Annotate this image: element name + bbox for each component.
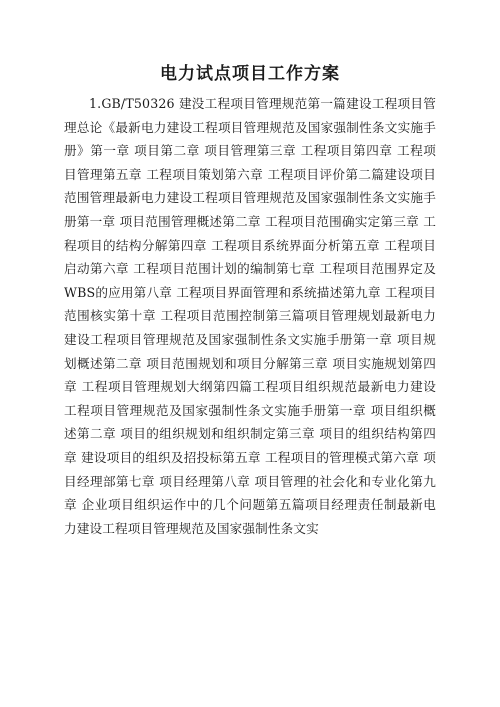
document-body-paragraph: 1.GB/T50326 建没工程项目管理规范第一篇建设工程项目管理总论《最新电力建设工程项目管理规范及国家强制性条文实施手册》第一章 项目第二章 项目管理第三章 工程项目第四章 工程项目管理第五章 工程项目策划第六章 工程项目评价第二篇建设项目范围管理最新电力建设工程项目管理规范及国家强制性条文实施手册第一章 项目范围管理概述第二章 工程项目范围确实定第三章 工程项目的结构分解第四章 工程项目系统界面分析第五章 工程项目启动第六章 工程项目范围计划的编制第七章 工程项目范围界定及WBS的应用第八章 工程项目界面管理和系统描述第九章 工程项目范围核实第十章 工程项目范围控制第三篇项目管理规划最新电力建设工程项目管理规范及国家强制性条文实施手册第一章 项目规划概述第二章 项目范围规划和项目分解第三章 项目实施规划第四章 工程项目管理规划大纲第四篇工程项目组织规范最新电力建设工程项目管理规范及国家强制性条文实施手册第一章 项目组织概述第二章 项目的组织规划和组织制定第三章 项目的组织结构第四章 建设项目的组织及招投标第五章 工程项目的管理模式第六章 项目经理部第七章 项目经理第八章 项目管理的社会化和专业化第九章 企业项目组织运作中的几个问题第五篇项目经理责任制最新电力建设工程项目管理规范及国家强制性条文实 <box>64 96 436 536</box>
document-title: 电力试点项目工作方案 <box>160 64 340 84</box>
